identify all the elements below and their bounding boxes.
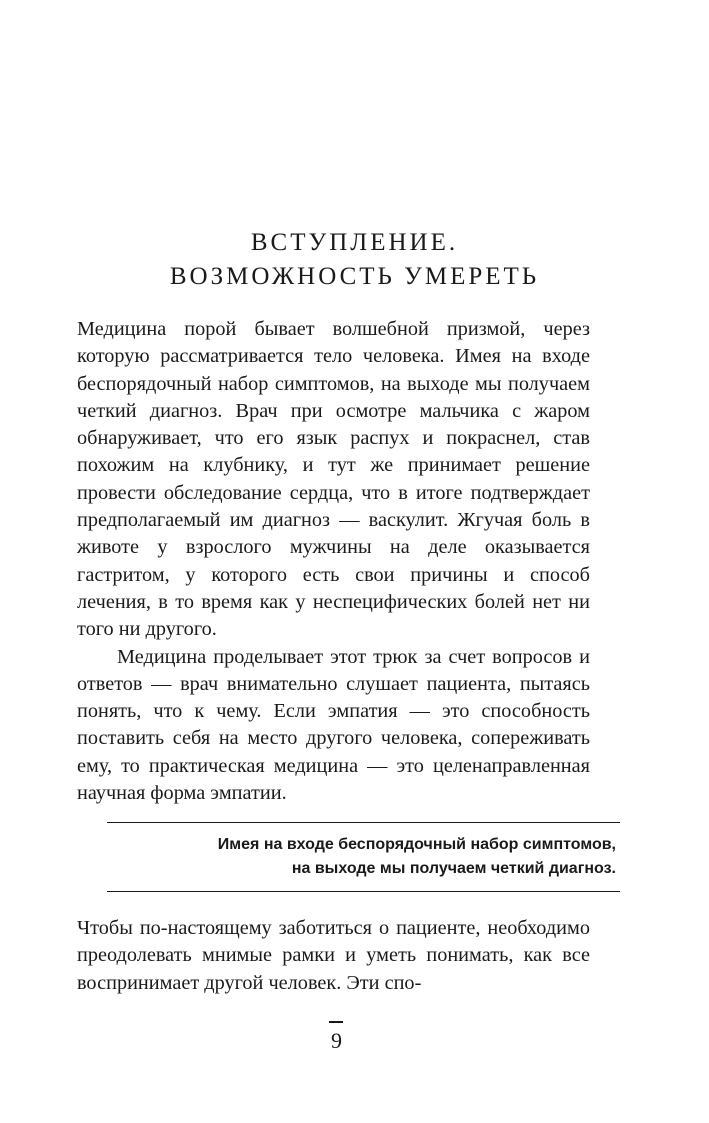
- paragraph-2: Медицина проделывает этот трюк за счет вопросов и ответов — врач внимательно слушает пациента, пытаясь понять, что к чему. Если эмпатия — это способность поставить себя на место другого человека, сопереживать ему, то практическая медицина — это целенаправленная научная форма эмпатии.: [77, 645, 590, 805]
- chapter-title: [0, 226, 709, 294]
- pull-quote: [107, 822, 620, 892]
- chapter-title-line-1: ВСТУПЛЕНИЕ.: [250, 229, 459, 256]
- body-text-block-1: [77, 316, 590, 807]
- pull-quote-line-1: Имея на входе беспорядочный набор симптомов,: [217, 836, 616, 853]
- paragraph-1: Медицина порой бывает волшебной призмой, через которую рассматривается тело человека. Имея на входе беспорядочный набор симптомов, на выходе мы получаем четкий диагноз. Врач при осмотре мальчика с жаром обнаруживает, что его язык распух и покраснел, став похожим на клубнику, и тут же принимает решение провести обследование сердца, что в итоге подтверждает предполагаемый им диагноз — васкулит. Жгучая боль в животе у взрослого мужчины на деле оказывается гастритом, у которого есть свои причины и способ лечения, в то время как у неспецифических болей нет ни того ни другого.: [77, 318, 590, 641]
- chapter-title-line-2: ВОЗМОЖНОСТЬ УМЕРЕТЬ: [169, 263, 540, 290]
- body-text-block-2: [77, 915, 590, 997]
- paragraph-3: Чтобы по-настоящему заботиться о пациенте, необходимо преодолевать мнимые рамки и уметь понимать, как все воспринимает другой человек. Эти спо-: [77, 917, 590, 994]
- pull-quote-text: [218, 833, 616, 881]
- page-number-dash: [329, 1021, 343, 1023]
- page-number: 9: [331, 1028, 342, 1053]
- pull-quote-line-2: на выходе мы получаем четкий диагноз.: [291, 860, 616, 877]
